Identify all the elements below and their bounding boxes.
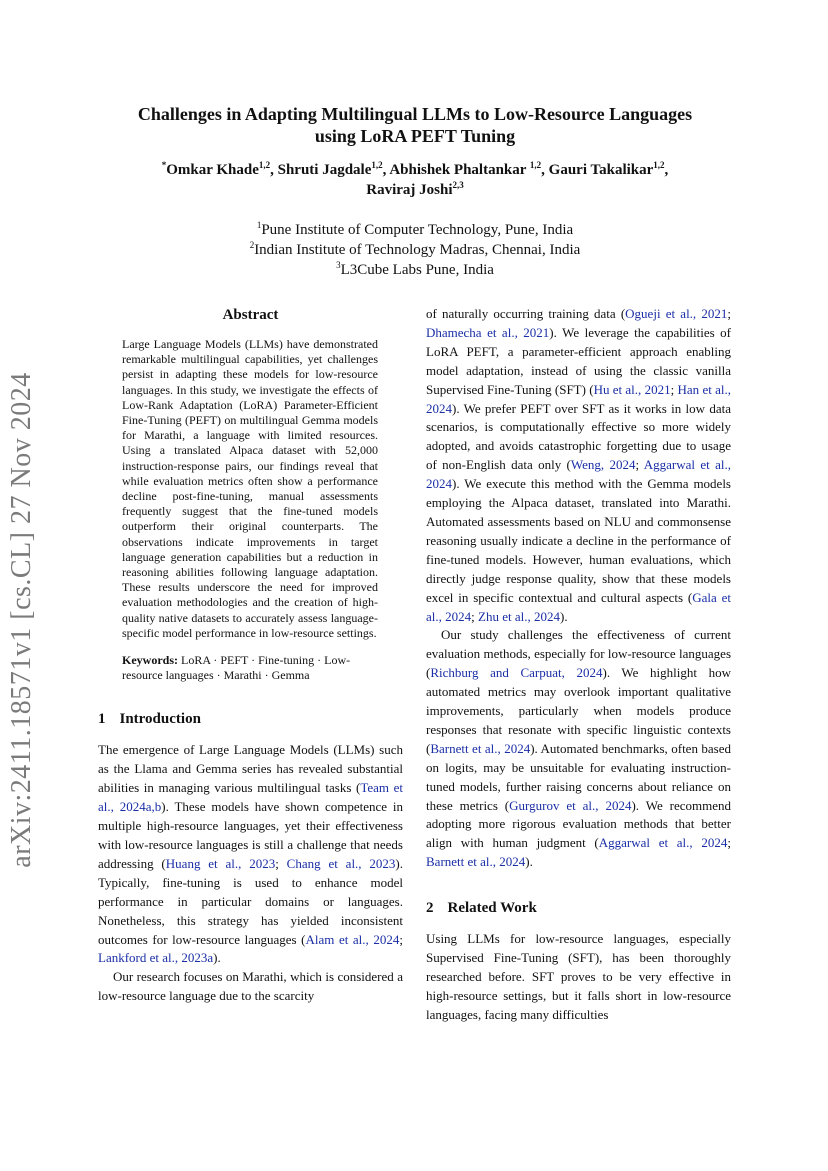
section-number: 1 <box>98 711 106 728</box>
section-heading-related-work <box>426 898 731 918</box>
left-column <box>98 305 403 1006</box>
title-line-2: using LoRA PEFT Tuning <box>314 126 516 146</box>
keywords-label: Keywords: <box>122 653 178 668</box>
paper-title <box>95 103 735 147</box>
author-list <box>95 160 735 200</box>
author-affiliation-marker: 1,2 <box>371 160 383 170</box>
citation-link[interactable]: Zhu et al., 2024 <box>478 608 560 624</box>
affiliation-3: $^3$L3Cube Labs Pune, India <box>336 260 494 278</box>
citation-link[interactable]: Gala et al., 2024 <box>426 589 731 624</box>
author-line-1: *Omkar Khade$^{1,2}$, Shruti Jagdale$^{1,2}$, Abhishek Phaltankar $^{1,2}$, Gauri Takalikar$^{1,2}$, <box>161 160 669 178</box>
citation-link[interactable]: Chang et al., 2023 <box>286 855 396 871</box>
citation-link[interactable]: Ogueji et al., 2021 <box>625 306 728 321</box>
introduction-paragraph-1: The emergence of Large Language Models (LLMs) such as the Llama and Gemma series has revealed substantial abilities in managing various multilingual tasks (Team et al., 2024a,b). These models have shown competence in multiple high-resource languages, yet their effectiveness with low-resource languages is still a challenge that needs addressing (Huang et al., 2023; Chang et al., 2023). Typically, fine-tuning is used to enhance model performance in particular domains or languages. Nonetheless, this strategy has yielded inconsistent outcomes for low-resource languages (Alam et al., 2024; Lankford et al., 2023a). <box>98 742 403 966</box>
keywords-text: LoRA · PEFT · Fine-tuning · Low-resource languages · Marathi · Gemma <box>122 653 351 683</box>
author-affiliation-marker: 1,2 <box>653 160 665 170</box>
citation-link[interactable]: Aggarwal et al., 2024 <box>598 835 728 851</box>
section-number: 2 <box>426 900 434 917</box>
citation-link[interactable]: Team et al., 2024a,b <box>98 780 403 815</box>
asterisk-marker: * <box>161 160 167 170</box>
affiliations <box>175 220 655 280</box>
author-affiliation-marker: 2,3 <box>452 180 464 190</box>
right-paragraph-1: of naturally occurring training data (Ogueji et al., 2021; Dhamecha et al., 2021). We leverage the capabilities of LoRA PEFT, a parameter-efficient approach enabling model adaptation, instead of using the classic vanilla Supervised Fine-Tuning (SFT) (Hu et al., 2021; Han et al., 2024). We prefer PEFT over SFT as it works in low data scenarios, is computationally effective so more widely adopted, and avoids catastrophic forgetting due to usage of non-English data only (Weng, 2024; Aggarwal et al., 2024). We execute this method with the Gemma models employing the Alpaca dataset, translated into Marathi. Automated assessments based on NLU and commonsense reasoning usually indicate a decline in the performance of fine-tuned models. However, human evaluations, which directly judge response quality, show that these models excel in specific contextual and cultural aspects (Gala et al., 2024; Zhu et al., 2024). <box>426 306 731 624</box>
title-line-1: Challenges in Adapting Multilingual LLMs to Low-Resource Languages <box>137 104 693 124</box>
section-title: Introduction <box>119 711 201 728</box>
author-affiliation-marker: 1,2 <box>258 160 271 170</box>
citation-link[interactable]: Barnett et al., 2024 <box>430 740 531 756</box>
author-name: Omkar Khade <box>166 162 259 178</box>
citation-link[interactable]: Barnett et al., 2024 <box>426 854 526 870</box>
right-column <box>426 305 731 1025</box>
related-work-body <box>426 930 731 1025</box>
affiliation-2: $^2$Indian Institute of Technology Madras, Chennai, India <box>249 240 581 258</box>
citation-link[interactable]: Han et al., 2024 <box>426 381 731 416</box>
citation-link[interactable]: Richburg and Carpuat, 2024 <box>430 665 603 681</box>
author-name: Shruti Jagdale <box>277 162 372 178</box>
author-line-2 <box>95 180 735 200</box>
author-affiliation-marker: 1,2 <box>529 160 542 170</box>
citation-link[interactable]: Gurgurov et al., 2024 <box>509 797 632 813</box>
section-heading-introduction <box>98 709 403 729</box>
introduction-continuation <box>426 305 731 872</box>
right-paragraph-2: Our study challenges the effectiveness of current evaluation methods, especially for low-resource languages (Richburg and Carpuat, 2024). We highlight how automated metrics may overlook important qualitative improvements, particularly when models produce responses that resonate with specific linguistic contexts (Barnett et al., 2024). Automated benchmarks, often based on logits, may be unsuitable for evaluating instruction-tuned models, further raising concerns about reliance on these metrics (Gurgurov et al., 2024). We recommend adopting more rigorous evaluation methods that better align with human judgment (Aggarwal et al., 2024; Barnett et al., 2024). <box>426 627 732 870</box>
author-name: Raviraj Joshi <box>366 182 453 198</box>
affiliation-1: $^1$Pune Institute of Computer Technology, Pune, India <box>256 220 574 238</box>
section-title: Related Work <box>447 900 537 917</box>
citation-link[interactable]: Dhamecha et al., 2021 <box>426 324 550 340</box>
keywords <box>122 653 378 683</box>
abstract-heading: Abstract <box>222 307 279 323</box>
citation-link[interactable]: Alam et al., 2024 <box>305 931 400 947</box>
abstract-text: Large Language Models (LLMs) have demonstrated remarkable multilingual capabilities, yet challenges persist in adapting these models for low-resource languages. In this study, we investigate the effects of Low-Rank Adaptation (LoRA) Parameter-Efficient Fine-Tuning (PEFT) on multilingual Gemma models for Marathi, a language with limited resources. Using a translated Alpaca dataset with 52,000 instruction-response pairs, our findings reveal that while evaluation metrics often show a performance decline post-fine-tuning, manual assessments frequently suggest that the fine-tuned models outperform their original counterparts. The observations indicate improvements in target language generation capabilities but a reduction in reasoning abilities following language adaptation. These results underscore the need for improved evaluation methodologies and the creation of high-quality native datasets to accurately assess language-specific model performance in low-resource settings. <box>122 337 378 640</box>
citation-link[interactable]: Hu et al., 2021 <box>593 381 671 397</box>
arxiv-side-stamp: arXiv:2411.18571v1 [cs.CL] 27 Nov 2024 <box>6 372 37 868</box>
related-work-paragraph-1: Using LLMs for low-resource languages, especially Supervised Fine-Tuning (SFT), has been thoroughly researched before. SFT proves to be very effective in high-resource settings, but it falls short in low-resource languages, facing many difficulties <box>426 931 731 1022</box>
citation-link[interactable]: Huang et al., 2023 <box>165 855 276 871</box>
author-name: Gauri Takalikar <box>548 162 654 178</box>
introduction-paragraph-2: Our research focuses on Marathi, which is considered a low-resource language due to the scarcity <box>98 969 403 1004</box>
citation-link[interactable]: Aggarwal et al., 2024 <box>426 457 731 492</box>
citation-link[interactable]: Lankford et al., 2023a <box>98 950 214 966</box>
citation-link[interactable]: Weng, 2024 <box>570 457 636 473</box>
introduction-body <box>98 741 403 1006</box>
author-name: Abhishek Phaltankar <box>389 162 527 178</box>
